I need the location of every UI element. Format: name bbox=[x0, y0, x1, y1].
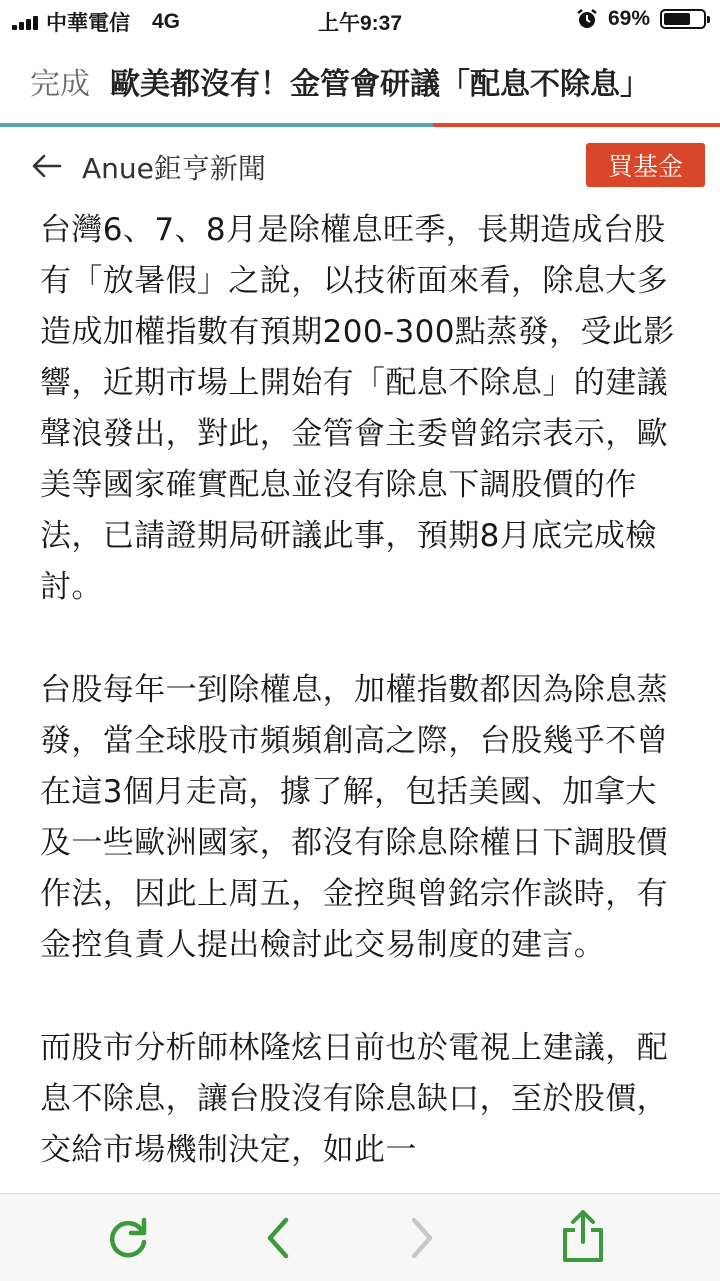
network-type: 4G bbox=[152, 10, 181, 33]
forward-icon[interactable] bbox=[402, 1214, 442, 1262]
battery-icon bbox=[660, 9, 706, 29]
battery-fill bbox=[664, 13, 690, 25]
carrier-name: 中華電信 bbox=[46, 12, 130, 35]
battery-percent: 69% bbox=[607, 7, 650, 30]
done-button[interactable]: 完成 bbox=[30, 67, 90, 102]
back-arrow-icon[interactable] bbox=[30, 151, 62, 181]
back-icon[interactable] bbox=[258, 1214, 298, 1262]
status-right bbox=[576, 7, 706, 31]
site-name[interactable]: Anue鉅亨新聞 bbox=[82, 152, 266, 185]
reload-icon[interactable] bbox=[104, 1214, 152, 1262]
article-paragraph: 台股每年一到除權息，加權指數都因為除息蒸發，當全球股市頻頻創高之際，台股幾乎不曾在這3個月走高，據了解，包括美國、加拿大及一些歐洲國家，都沒有除息除權日下調股價作法，因此上周五，金控與曾銘宗作談時，有金控負責人提出檢討此交易制度的建言。 bbox=[40, 672, 668, 963]
share-icon[interactable] bbox=[560, 1208, 606, 1264]
site-header bbox=[0, 127, 720, 203]
alarm-icon bbox=[576, 8, 598, 30]
title-bar bbox=[0, 45, 720, 117]
status-bar bbox=[0, 0, 720, 40]
bottom-toolbar bbox=[0, 1193, 720, 1281]
article-paragraph: 台灣6、7、8月是除權息旺季，長期造成台股有「放暑假」之說，以技術面來看，除息大多造成加權指數有預期200-300點蒸發，受此影響，近期市場上開始有「配息不除息」的建議聲浪發出，對此，金管會主委曾銘宗表示，歐美等國家確實配息並沒有除息下調股價的作法，已請證期局研議此事，預期8月底完成檢討。 bbox=[40, 212, 675, 605]
article-body bbox=[40, 205, 688, 1193]
status-time: 上午9:37 bbox=[317, 12, 403, 35]
buy-fund-button[interactable]: 買基金 bbox=[586, 143, 705, 187]
article-paragraph: 而股市分析師林隆炫日前也於電視上建議，配息不除息，讓台股沒有除息缺口，至於股價，交給市場機制決定，如此一 bbox=[40, 1030, 668, 1168]
page-title: 歐美都沒有！金管會研議「配息不除息」 bbox=[110, 67, 650, 102]
